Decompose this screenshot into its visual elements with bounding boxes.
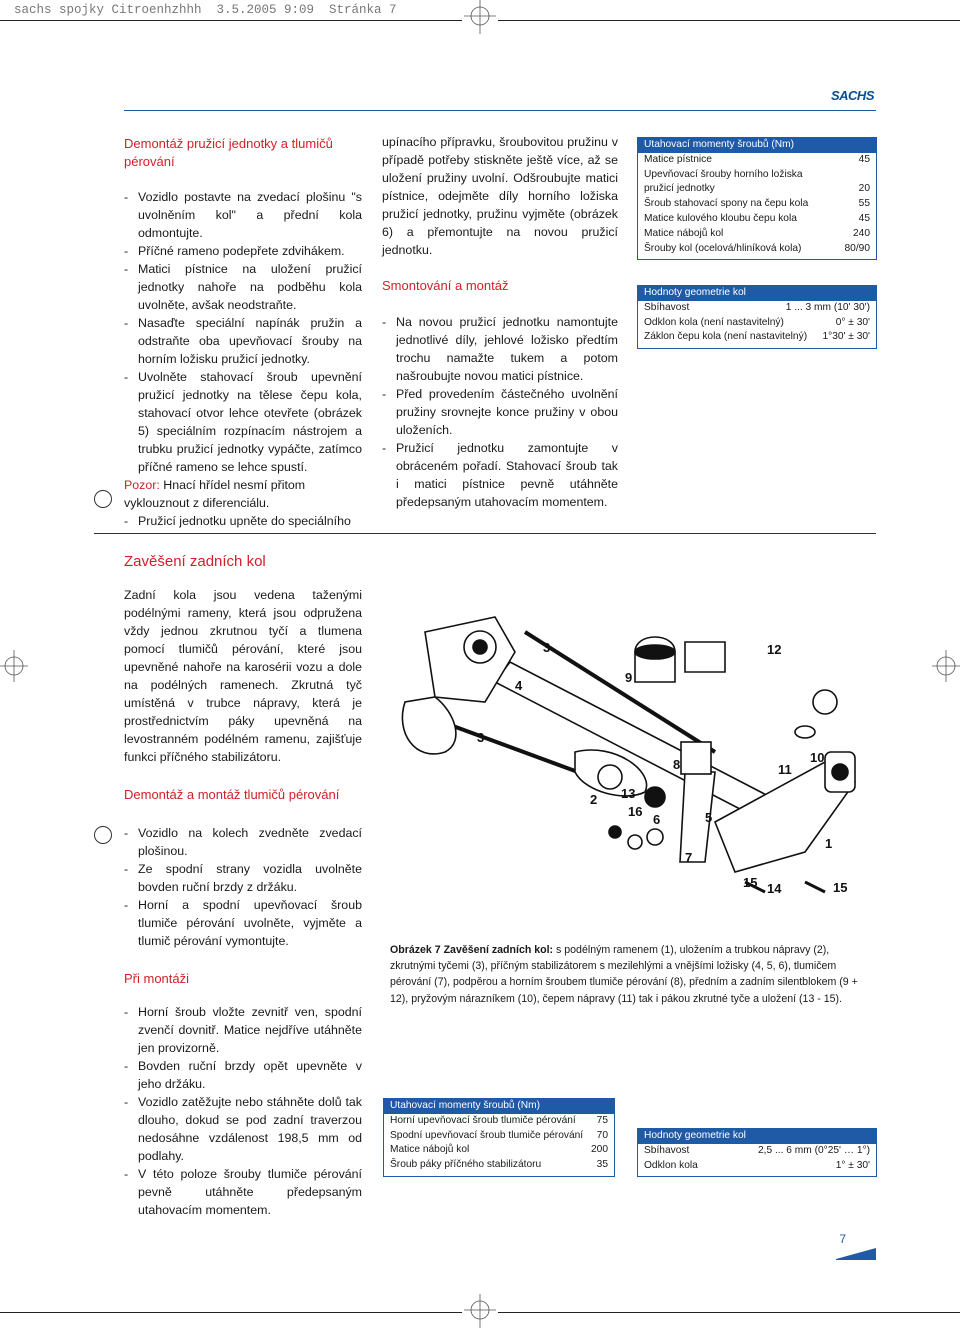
col1 [124, 135, 362, 530]
table-row: Odklon kola 1° ± 30' [644, 1159, 870, 1171]
table-row: Horní upevňovací šroub tlumiče pérování 75 [390, 1114, 608, 1126]
col2 [382, 133, 618, 511]
list-item: - Vozidlo zatěžujte nebo stáhněte dolů tak dlouho, dokud se pod zadní traverzou nedosáhne vzdálenost 198,5 mm od podlahy. [124, 1093, 362, 1165]
list-item: - Horní šroub vložte zevnitř ven, spodní zvenčí dovnitř. Matice nejdříve utáhněte jen provizorně. [124, 1003, 362, 1057]
list-item: - V této poloze šrouby tlumiče pérování pevně utáhněte předepsaným utahovacím momentem. [124, 1165, 362, 1219]
part-label: 15 [743, 875, 758, 890]
figure-caption-text: s podélným ramenem (1), uložením a trubkou nápravy (2), zkrutnými tyčemi (3), příčným stabilizátorem s mezilehlými a vnějšími ložisky (4, 5, 6), tlumičem pérování (7), podpěrou a horním šroubem tlumiče pérování (8), předním a zadním silentblokem (9 + 12), pryžovým nárazníkem (10), čepem nápravy (11) tak i pákou zkrutné tyče a uložení (13 - 15). [390, 944, 858, 1005]
geometry-table-title: Hodnoty geometrie kol [638, 286, 876, 301]
registration-mark-top [462, 0, 498, 36]
crop-line-bottom-right [498, 1312, 960, 1313]
part-label: 15 [833, 880, 848, 895]
list-item: - Před provedením částečného uvolnění pružiny srovnejte konce pružiny v obou uloženích. [382, 385, 618, 439]
print-header: sachs spojky Citroenhzhhh 3.5.2005 9:09 Stránka 7 [14, 3, 397, 17]
part-label: 6 [653, 812, 661, 827]
mount-list [124, 1003, 362, 1219]
registration-mark-left [0, 646, 30, 686]
torque-table-front [637, 137, 877, 260]
table-row: Matice pístnice 45 [644, 153, 870, 165]
warning-label: Pozor: [124, 478, 160, 492]
demount-list [124, 824, 362, 950]
part-label: 2 [590, 792, 598, 807]
rear-suspension-illustration [385, 592, 875, 904]
list-item: - Ze spodní strany vozidla uvolněte bovden ruční brzdy z držáku. [124, 860, 362, 896]
table-row: Záklon čepu kola (není nastavitelný) 1°30' ± 30' [644, 331, 870, 343]
geometry-table-front [637, 285, 877, 349]
col2-list [382, 313, 618, 511]
header-rule [124, 110, 876, 111]
part-label: 3 [477, 730, 485, 745]
torque-table-title: Utahovací momenty šroubů (Nm) [638, 138, 876, 153]
list-item: - Matici pístnice na uložení pružicí jednotky nahoře na podběhu kola uvolněte, avšak neodstraňte. [124, 260, 362, 314]
part-label: 9 [625, 670, 633, 685]
part-label: 14 [767, 881, 782, 896]
section-title-shock-absorbers: Demontáž a montáž tlumičů pérování [124, 787, 340, 802]
table-row: Spodní upevňovací šroub tlumiče pérování 70 [390, 1129, 608, 1141]
page-corner-mark [836, 1248, 876, 1260]
table-row: Matice nábojů kol 200 [390, 1144, 608, 1156]
table-row: Odklon kola (není nastavitelný) 0° ± 30' [644, 316, 870, 328]
part-label: 8 [673, 757, 681, 772]
list-item: - Horní a spodní upevňovací šroub tlumiče pérování uvolněte, vyjměte a tlumič pérování vymontujte. [124, 896, 362, 950]
table-row: Šrouby kol (ocelová/hliníková kola) 80/90 [644, 242, 870, 254]
table-row: Sbíhavost 1 ... 3 mm (10' 30') [644, 301, 870, 313]
table-row: pružicí jednotky 20 [644, 183, 870, 195]
part-label: 16 [628, 804, 643, 819]
geometry-table-title: Hodnoty geometrie kol [638, 1129, 876, 1144]
table-row: Šroub páky příčného stabilizátoru 35 [390, 1159, 608, 1171]
list-item: - Pružicí jednotku zamontujte v obráceném pořadí. Stahovací šroub tak i matici pístnice pevně utáhněte předepsaným utahovacím momentem. [382, 439, 618, 511]
binder-hole-mark [94, 490, 112, 508]
warning-text: Hnací hřídel nesmí přitom vyklouznout z diferenciálu. [124, 478, 306, 510]
col1-list [124, 188, 362, 476]
list-item: - Vozidlo postavte na zvedací plošinu "s uvolněním kol" a přední kola odmontujte. [124, 188, 362, 242]
table-row: Matice nábojů kol 240 [644, 227, 870, 239]
table-row: Upevňovací šrouby horního ložiska [644, 168, 803, 180]
section-title-assembly: Smontování a montáž [382, 278, 509, 293]
registration-mark-bottom [462, 1294, 498, 1328]
warning-note [124, 476, 362, 512]
table-row: Sbíhavost 2,5 ... 6 mm (0°25' … 1°) [644, 1144, 870, 1156]
section-title-rear: Zavěšení zadních kol [124, 553, 266, 570]
crop-line-top-left [0, 20, 462, 21]
list-item: - Vozidlo na kolech zvedněte zvedací plošinou. [124, 824, 362, 860]
part-label: 4 [515, 678, 523, 693]
figure-caption [390, 942, 876, 1007]
rear-suspension-col [124, 553, 362, 1219]
list-item: - Příčné rameno podepřete zdvihákem. [124, 242, 362, 260]
page-number: 7 [839, 1232, 846, 1246]
part-label: 11 [778, 762, 792, 777]
section-divider [94, 533, 876, 534]
geometry-table-rear [637, 1128, 877, 1177]
list-item: - Uvolněte stahovací šroub upevnění pružicí jednotky na tělese čepu kola, stahovací otvor lehce otevřete (obrázek 5) speciálním rozpínacím nástrojem a trubku pružicí jednotky vypáčte, zatímco příčné rameno se lehce spustí. [124, 368, 362, 476]
section-title-front-dismount: Demontáž pružicí jednotky a tlumičů pérování [124, 136, 333, 169]
torque-table-rear [383, 1098, 615, 1177]
section-title-mounting: Při montáži [124, 970, 190, 986]
part-label: 7 [685, 850, 693, 865]
part-label: 3 [543, 640, 551, 655]
list-item: - Bovden ruční brzdy opět upevněte v jeho držáku. [124, 1057, 362, 1093]
col1-list-cont [124, 512, 362, 530]
crop-line-top-right [498, 20, 960, 21]
list-item: - Nasaďte speciální napínák pružin a odstraňte oba upevňovací šrouby na horním ložisku pružicí jednotky. [124, 314, 362, 368]
part-label: 12 [767, 642, 782, 657]
rear-intro: Zadní kola jsou vedena taženými podélnými rameny, která jsou odpružena vždy jednou zkrutnou tyčí a tlumena pomocí tlumičů pérování, které jsou upevněné nahoře na karosérii vozu a dole na podélných ramenech. Zkrutná tyč umístěná v trubce nápravy, která je prostřednictvím páky upevněná na levostranném podélném ramenu, zajišťuje funkci příčného stabilizátoru. [124, 588, 362, 764]
list-item: - Na novou pružicí jednotku namontujte jednotlivé díly, jehlové ložisko předtím trochu namažte tukem a potom našroubujte novou matici pístnice. [382, 313, 618, 385]
part-label: 13 [621, 786, 636, 801]
figure-caption-title: Obrázek 7 Zavěšení zadních kol: [390, 944, 554, 956]
col2-intro: upínacího přípravku, šroubovitou pružinu v případě potřeby stiskněte ještě více, až se uložení pružiny uvolní. Odšroubujte matici pístnice, odejměte díly horního ložiska pružicí jednotky, pružinu vyjměte (obrázek 6) a přemontujte na novou pružicí jednotku. [382, 135, 618, 257]
list-item: - Pružicí jednotku upněte do speciálního [124, 512, 362, 530]
table-row: Matice kulového kloubu čepu kola 45 [644, 212, 870, 224]
part-label: 1 [825, 836, 833, 851]
brand-logo: SACHS [830, 88, 874, 103]
part-label: 10 [810, 750, 825, 765]
crop-line-bottom-left [0, 1312, 462, 1313]
registration-mark-right [930, 646, 960, 686]
part-label: 5 [705, 810, 713, 825]
binder-hole-mark [94, 826, 112, 844]
torque-table-title: Utahovací momenty šroubů (Nm) [384, 1099, 614, 1114]
table-row: Šroub stahovací spony na čepu kola 55 [644, 198, 870, 210]
